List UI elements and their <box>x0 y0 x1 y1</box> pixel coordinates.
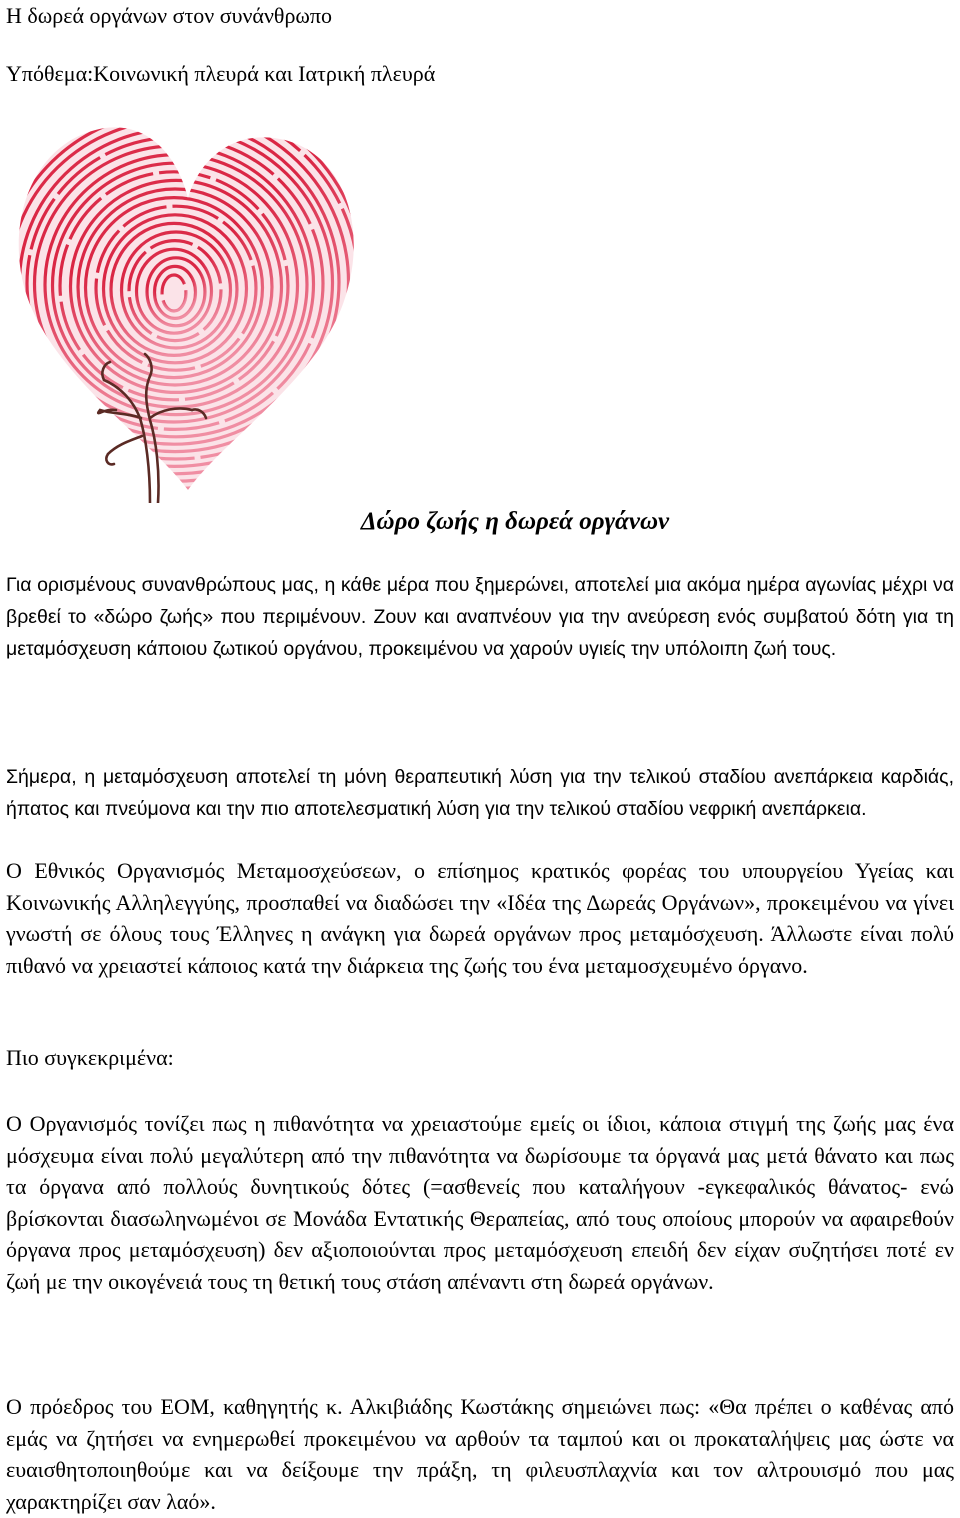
document-title: Η δωρεά οργάνων στον συνάνθρωπο <box>6 3 333 28</box>
document-subject: Υπόθεμα:Κοινωνική πλευρά και Ιατρική πλευρά <box>6 61 436 86</box>
paragraph-more-specifically: Πιο συγκεκριμένα: <box>6 1045 174 1070</box>
paragraph-eom: Ο Εθνικός Οργανισμός Μεταμοσχεύσεων, ο επίσημος κρατικός φορέας του υπουργείου Υγείας και Κοινωνικής Αλληλεγγύης, προσπαθεί να διαδώσει την «Ιδέα της Δωρεάς Οργάνων», προκειμένου να γίνει γνωστή σε όλους τους Έλληνες η ανάγκη για δωρεά οργάνων προς μεταμόσχευση. Άλλωστε είναι πολύ πιθανό να χρειαστεί κάποιος κατά την διάρκεια της ζωής του ένα μεταμοσχευμένο όργανο. <box>6 858 954 978</box>
paragraph-president-quote: Ο πρόεδρος του ΕΟΜ, καθηγητής κ. Αλκιβιάδης Κωστάκης σημειώνει πως: «Θα πρέπει ο καθένας από εμάς να ζητήσει να ενημερωθεί προκειμένου να αρθούν τα ταμπού και οι προκαταλήψεις μας ώστε να ευαισθητοποιηθούμε και να δείξουμε την πράξη, τη φιλευσπλαχνία και τον αλτρουισμό που μας χαρακτηρίζει σαν λαό». <box>6 1394 954 1514</box>
paragraph-transplant-solution: Σήμερα, η μεταμόσχευση αποτελεί τη μόνη θεραπευτική λύση για την τελικού σταδίου ανεπάρκεια καρδιάς, ήπατος και πνεύμονα και την πιο αποτελεσματική λύση για την τελικού σταδίου νεφρική ανεπάρκεια. <box>6 766 954 820</box>
fingerprint-heart-tree-icon <box>0 118 375 503</box>
paragraph-probability: Ο Οργανισμός τονίζει πως η πιθανότητα να χρειαστούμε εμείς οι ίδιοι, κάποια στιγμή της ζωής μας ένα μόσχευμα είναι πολύ μεγαλύτερη από την πιθανότητα να δωρίσουμε τα όργανά μας μετά θάνατο και πως τα όργανα από πολλούς δυνητικούς δότες (=ασθενείς που καταλήγουν -εγκεφαλικός θάνατος- ενώ βρίσκονται διασωληνωμένοι σε Μονάδα Εντατικής Θεραπείας, από τους οποίους μπορούν να αφαιρεθούν όργανα προς μεταμόσχευση) δεν αξιοποιούνται προς μεταμόσχευση επειδή δεν είχαν συζητήσει ποτέ εν ζωή με την οικογένειά τους τη θετική τους στάση απέναντι στη δωρεά οργάνων. <box>6 1111 954 1294</box>
article-heading: Δώρο ζωής η δωρεά οργάνων <box>360 508 670 535</box>
paragraph-intro: Για ορισμένους συνανθρώπους μας, η κάθε μέρα που ξημερώνει, αποτελεί μια ακόμα ημέρα αγωνίας μέχρι να βρεθεί το «δώρο ζωής» που περιμένουν. Ζουν και αναπνέουν για την ανεύρεση ενός συμβατού δότη για τη μεταμόσχευση κάποιου ζωτικού οργάνου, προκειμένου να χαρούν υγιείς την υπόλοιπη ζωή τους. <box>6 574 954 660</box>
